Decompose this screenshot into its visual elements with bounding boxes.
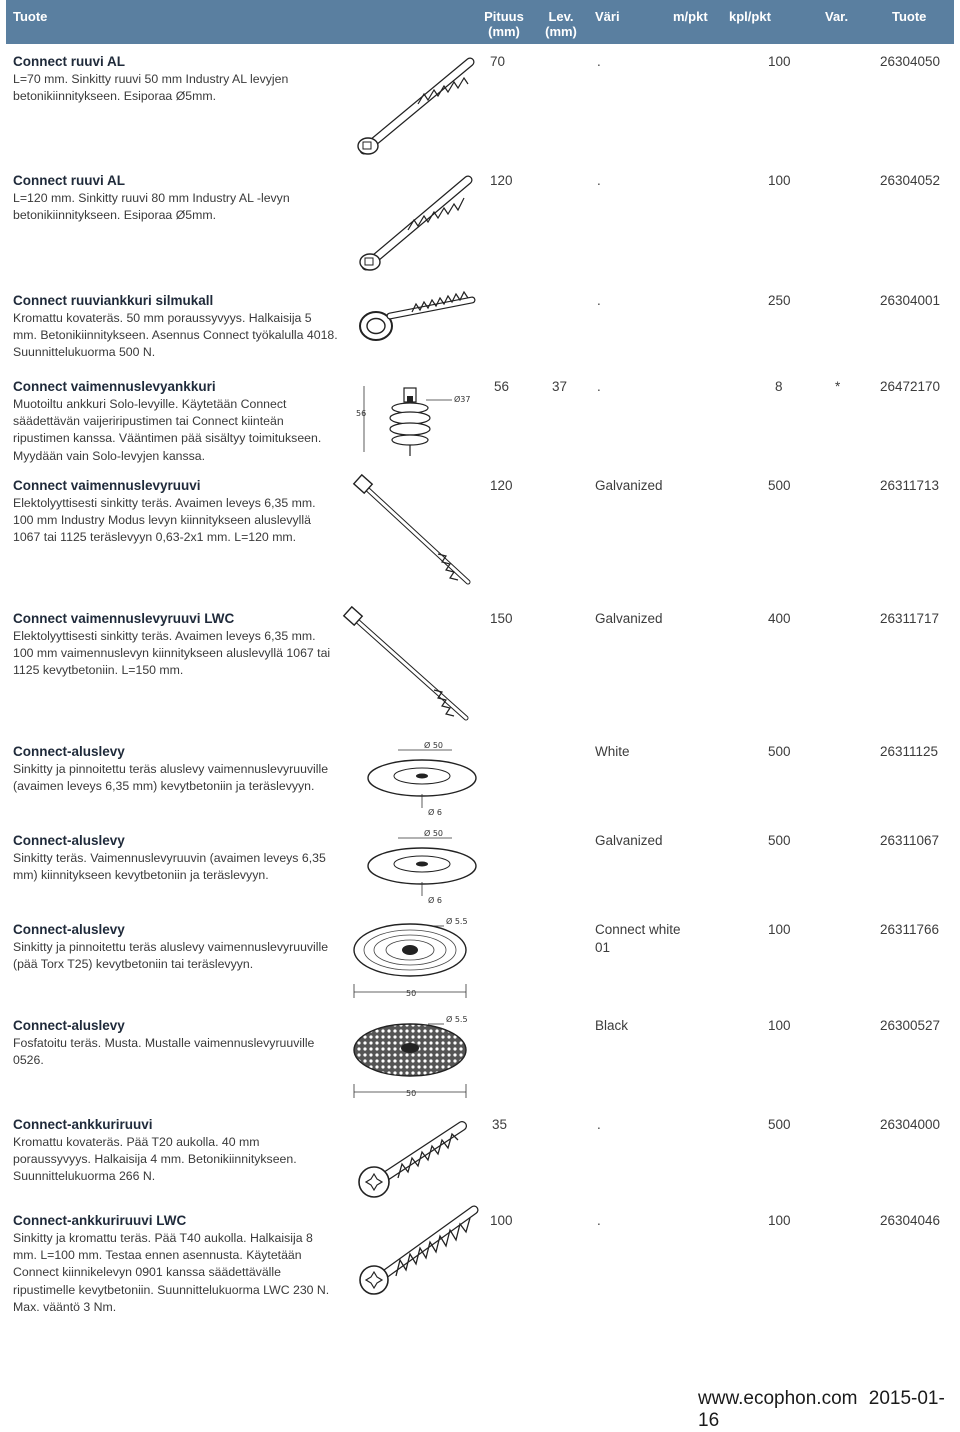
product-qty: 400	[768, 611, 791, 626]
washer-drawing	[360, 824, 480, 908]
product-color: .	[597, 1213, 601, 1228]
product-code: 26304000	[880, 1117, 941, 1132]
product-description: Sinkitty ja pinnoitettu teräs aluslevy vaimennuslevyruuville (pää Torx T25) kevytbetoniin tai teräslevyyn.	[13, 940, 329, 972]
product-name: Connect-ankkuriruuvi LWC	[13, 1213, 187, 1228]
product-name: Connect ruuvi AL	[13, 173, 126, 188]
washer-torx-drawing	[350, 912, 480, 1002]
product-color: Black	[595, 1018, 629, 1033]
product-qty: 500	[768, 478, 791, 493]
product-code: 26304050	[880, 54, 941, 69]
panel-screw-lwc-drawing	[342, 606, 482, 726]
panel-anchor-drawing	[352, 380, 482, 460]
product-qty: 500	[768, 744, 791, 759]
product-length: 120	[490, 478, 513, 493]
header-code: Tuote	[892, 9, 927, 24]
product-description: Kromattu kovateräs. 50 mm poraussyvyys. Halkaisija 5 mm. Betonikiinnitykseen. Asennus Connect työkalulla 4018. Suunnittelukuorma 500 N.	[13, 311, 338, 360]
product-description: L=120 mm. Sinkitty ruuvi 80 mm Industry AL -levyn betonikiinnitykseen. Esiporaa Ø5mm.	[13, 191, 290, 223]
page-footer	[698, 1388, 960, 1432]
product-color: .	[597, 293, 601, 308]
product-name: Connect-aluslevy	[13, 1018, 125, 1033]
product-variant: *	[835, 379, 841, 394]
anchor-screw-lwc-drawing	[352, 1200, 482, 1296]
product-code: 26304052	[880, 173, 941, 188]
dimension-56: 56	[356, 409, 367, 418]
product-color: .	[597, 379, 601, 394]
product-qty: 100	[768, 922, 791, 937]
product-qty: 500	[768, 1117, 791, 1132]
dimension-50: 50	[406, 1089, 417, 1098]
product-code: 26311717	[880, 611, 940, 626]
dimension-d37: Ø37	[454, 395, 471, 404]
product-width: 37	[552, 379, 568, 394]
product-description: Fosfatoitu teräs. Musta. Mustalle vaimennuslevyruuville 0526.	[13, 1036, 315, 1068]
product-code: 26472170	[880, 379, 941, 394]
screw-drawing	[352, 56, 482, 160]
footer-website: www.ecophon.com	[698, 1388, 858, 1409]
product-description: Elektolyyttisesti sinkitty teräs. Avaimen leveys 6,35 mm. 100 mm vaimennuslevyn kiinnitykseen aluslevyllä 1067 tai 1125 kevytbetoniin. L=150 mm.	[13, 629, 331, 678]
product-code: 26300527	[880, 1018, 941, 1033]
product-qty: 100	[768, 173, 791, 188]
product-description: Sinkitty ja kromattu teräs. Pää T40 aukolla. Halkaisija 8 mm. L=100 mm. Testaa ennen asennusta. Käytetään Connect kiinnikelevyn 0901 kanssa säädettävälle ripustimelle kevytbetoniin. Suunnittelukuorma LWC 230 N. Max. vääntö 3 Nm.	[13, 1231, 330, 1314]
header-color: Väri	[595, 9, 620, 24]
dimension-d6: Ø 6	[428, 808, 442, 817]
header-m-per-pkt: m/pkt	[673, 9, 708, 24]
product-color: .	[597, 173, 601, 188]
product-color: Connect white 01	[595, 922, 681, 955]
product-length: 56	[494, 379, 510, 394]
product-description: Muotoiltu ankkuri Solo-levyille. Käytetään Connect säädettävän vaijeriripustimen tai Connect kiinteän ripustimen kanssa. Vääntimen pää sisältyy toimitukseen. Myydään vain Solo-levyjen kanssa.	[13, 397, 322, 463]
product-name: Connect vaimennuslevyruuvi LWC	[13, 611, 235, 626]
dimension-d6: Ø 6	[428, 896, 442, 905]
product-name: Connect-ankkuriruuvi	[13, 1117, 153, 1132]
product-color: Galvanized	[595, 833, 663, 848]
washer-drawing	[360, 736, 480, 820]
dimension-50: 50	[406, 989, 417, 998]
product-name: Connect ruuvi AL	[13, 54, 126, 69]
product-length: 150	[490, 611, 513, 626]
product-description: Kromattu kovateräs. Pää T20 aukolla. 40 mm poraussyvyys. Halkaisija 4 mm. Betonikiinnitykseen. Suunnittelukuorma 266 N.	[13, 1135, 297, 1184]
product-code: 26311067	[880, 833, 940, 848]
panel-screw-drawing	[352, 474, 482, 590]
product-qty: 100	[768, 1018, 791, 1033]
product-color: .	[597, 1117, 601, 1132]
product-qty: 500	[768, 833, 791, 848]
header-pcs-per-pkt: kpl/pkt	[729, 9, 771, 24]
footer-date: 2015-01-16	[698, 1388, 945, 1431]
product-name: Connect-aluslevy	[13, 922, 125, 937]
product-color: Galvanized	[595, 478, 663, 493]
dimension-d50: Ø 50	[424, 829, 444, 838]
product-description: Elektolyyttisesti sinkitty teräs. Avaimen leveys 6,35 mm. 100 mm Industry Modus levyn kiinnitykseen aluslevyllä 1067 tai 1125 teräslevyyn 0,63-2x1 mm. L=120 mm.	[13, 496, 316, 545]
product-name: Connect-aluslevy	[13, 833, 125, 848]
product-code: 26311125	[880, 744, 939, 759]
header-product: Tuote	[13, 9, 48, 24]
product-description: L=70 mm. Sinkitty ruuvi 50 mm Industry AL levyjen betonikiinnitykseen. Esiporaa Ø5mm.	[13, 72, 289, 104]
product-description: Sinkitty ja pinnoitettu teräs aluslevy vaimennuslevyruuville (avaimen leveys 6,35 mm) kevytbetoniin ja teräslevyyn.	[13, 762, 329, 794]
dimension-d55: Ø 5.5	[446, 1015, 468, 1024]
header-length: Pituus (mm)	[484, 9, 524, 39]
table-header	[6, 0, 954, 44]
product-color: Galvanized	[595, 611, 663, 626]
product-length: 100	[490, 1213, 513, 1228]
product-length: 120	[490, 173, 513, 188]
washer-black-drawing	[350, 1010, 480, 1100]
product-color: .	[597, 54, 601, 69]
product-qty: 8	[775, 379, 783, 394]
product-length: 70	[490, 54, 506, 69]
header-variant: Var.	[825, 9, 849, 24]
product-qty: 250	[768, 293, 791, 308]
product-color: White	[595, 744, 630, 759]
product-qty: 100	[768, 1213, 791, 1228]
product-name: Connect ruuviankkuri silmukall	[13, 293, 214, 308]
product-qty: 100	[768, 54, 791, 69]
dimension-d55: Ø 5.5	[446, 917, 468, 926]
anchor-screw-drawing	[352, 1116, 482, 1200]
product-name: Connect-aluslevy	[13, 744, 125, 759]
product-code: 26304001	[880, 293, 941, 308]
product-description: Sinkitty teräs. Vaimennuslevyruuvin (avaimen leveys 6,35 mm) kiinnitykseen kevytbetoniin ja teräslevyyn.	[13, 851, 326, 883]
product-code: 26311713	[880, 478, 940, 493]
product-length: 35	[492, 1117, 508, 1132]
product-code: 26311766	[880, 922, 940, 937]
eye-anchor-drawing	[352, 286, 482, 346]
product-code: 26304046	[880, 1213, 941, 1228]
dimension-d50: Ø 50	[424, 741, 444, 750]
header-width: Lev. (mm)	[545, 9, 577, 39]
product-name: Connect vaimennuslevyruuvi	[13, 478, 201, 493]
product-name: Connect vaimennuslevyankkuri	[13, 379, 216, 394]
screw-drawing	[352, 172, 482, 278]
